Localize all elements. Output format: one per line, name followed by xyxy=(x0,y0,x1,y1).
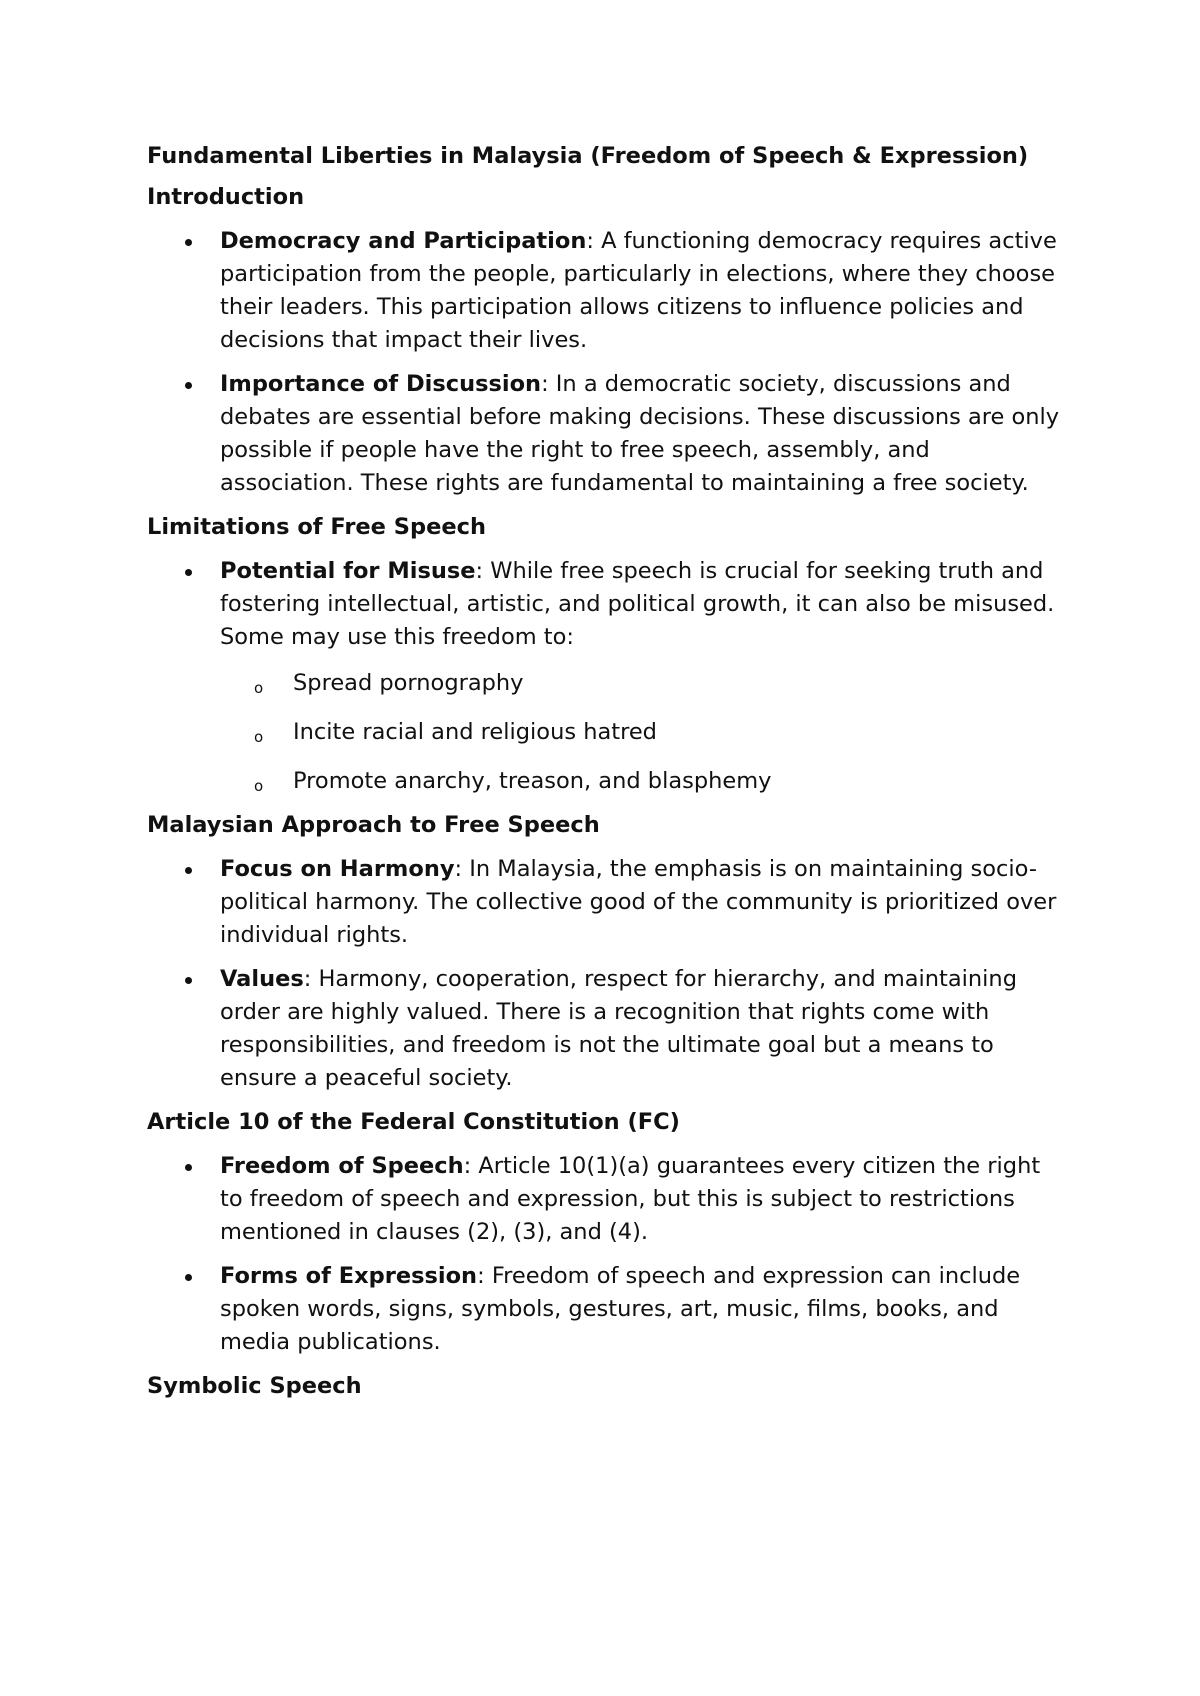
bullet-icon xyxy=(185,1274,192,1281)
item-text: : Harmony, cooperation, respect for hierarchy, and maintaining order are highly valued. There is a recognition that rights come with responsibilities, and freedom is not the ultimate goal but a means to ensure a peaceful society. xyxy=(220,966,1017,1091)
sub-list-item xyxy=(147,716,1067,749)
section-heading: Malaysian Approach to Free Speech xyxy=(147,812,600,838)
list-item xyxy=(147,225,1067,357)
list-item xyxy=(147,963,1067,1095)
section-heading: Introduction xyxy=(147,184,305,210)
section-heading: Limitations of Free Speech xyxy=(147,514,486,540)
sub-item-text: Promote anarchy, treason, and blasphemy xyxy=(293,768,772,794)
list-item xyxy=(147,1260,1067,1359)
bullet-list xyxy=(147,225,1067,500)
document-body xyxy=(147,140,1067,1414)
sub-item-text: Incite racial and religious hatred xyxy=(293,719,657,745)
sub-item-text: Spread pornography xyxy=(293,670,524,696)
item-text: : A functioning democracy requires active participation from the people, particularly in elections, where they choose their leaders. This participation allows citizens to influence policies and decisions that impact their lives. xyxy=(220,228,1057,353)
sub-list-item xyxy=(147,667,1067,700)
sub-list xyxy=(220,667,1067,798)
document-title: Fundamental Liberties in Malaysia (Freedom of Speech & Expression) xyxy=(147,143,1029,169)
section-heading: Article 10 of the Federal Constitution (FC) xyxy=(147,1109,680,1135)
bullet-icon xyxy=(185,977,192,984)
bullet-icon xyxy=(185,1164,192,1171)
item-term: Potential for Misuse xyxy=(220,558,476,584)
list-item xyxy=(147,368,1067,500)
sub-bullet-icon: o xyxy=(254,728,264,746)
item-term: Focus on Harmony xyxy=(220,856,455,882)
item-text: : Article 10(1)(a) guarantees every citizen the right to freedom of speech and expression, but this is subject to restrictions mentioned in clauses (2), (3), and (4). xyxy=(220,1153,1041,1245)
bullet-list xyxy=(147,555,1067,798)
list-item xyxy=(147,853,1067,952)
bullet-icon xyxy=(185,382,192,389)
section-heading: Symbolic Speech xyxy=(147,1373,362,1399)
list-item xyxy=(147,1150,1067,1249)
bullet-icon xyxy=(185,239,192,246)
item-text: : While free speech is crucial for seeking truth and fostering intellectual, artistic, and political growth, it can also be misused. Some may use this freedom to: xyxy=(220,558,1055,650)
list-item xyxy=(147,555,1067,798)
item-term: Democracy and Participation xyxy=(220,228,587,254)
bullet-icon xyxy=(185,569,192,576)
item-term: Importance of Discussion xyxy=(220,371,542,397)
sub-bullet-icon: o xyxy=(254,679,264,697)
item-term: Values xyxy=(220,966,304,992)
bullet-icon xyxy=(185,867,192,874)
bullet-list xyxy=(147,853,1067,1095)
item-term: Freedom of Speech xyxy=(220,1153,464,1179)
item-term: Forms of Expression xyxy=(220,1263,478,1289)
item-text: : Freedom of speech and expression can include spoken words, signs, symbols, gestures, art, music, films, books, and media publications. xyxy=(220,1263,1021,1355)
item-text: : In Malaysia, the emphasis is on maintaining socio-political harmony. The collective good of the community is prioritized over individual rights. xyxy=(220,856,1057,948)
sub-list-item xyxy=(147,765,1067,798)
item-text: : In a democratic society, discussions and debates are essential before making decisions. These discussions are only possible if people have the right to free speech, assembly, and association. These rights are fundamental to maintaining a free society. xyxy=(220,371,1060,496)
sub-bullet-icon: o xyxy=(254,777,264,795)
bullet-list xyxy=(147,1150,1067,1359)
